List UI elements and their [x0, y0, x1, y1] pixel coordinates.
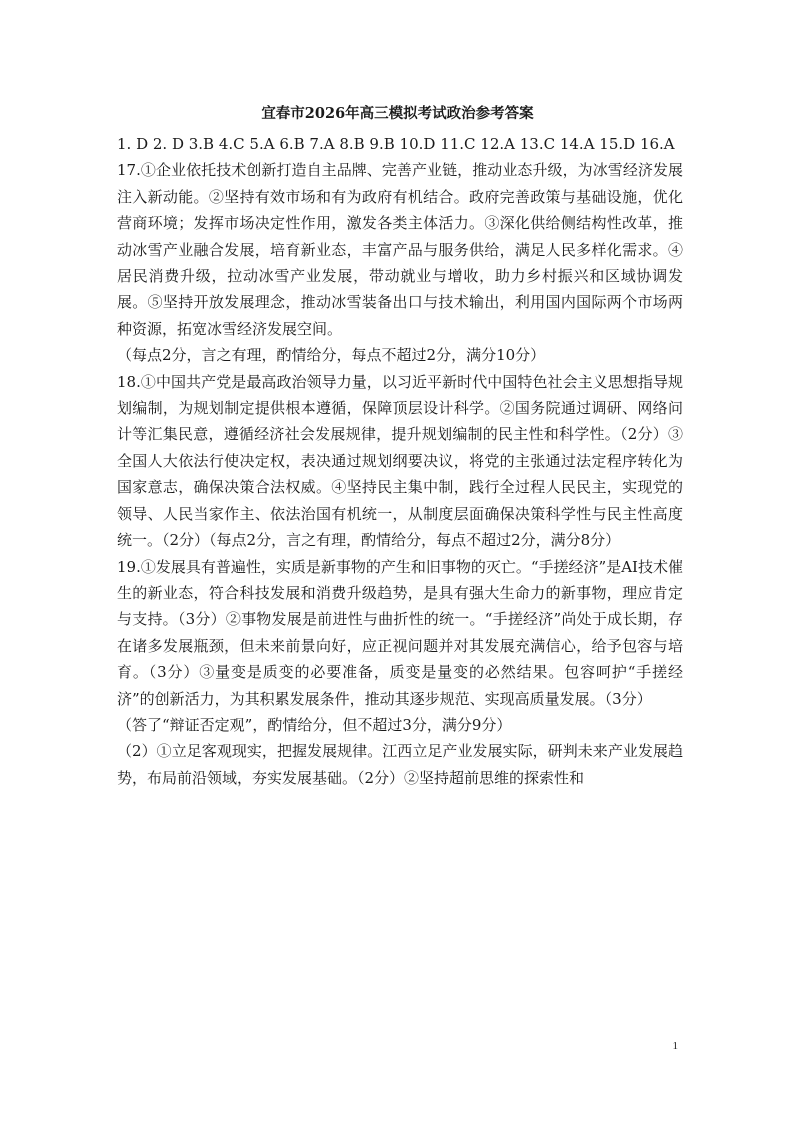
answer-19-part-1: 19.①发展具有普遍性，实质是新事物的产生和旧事物的灭亡。“手搓经济”是AI技术催生的新业态，符合科技发展和消费升级趋势，是具有强大生命力的新事物，理应肯定与支持。（3分）②事物发展是前进性与曲折性的统一。“手搓经济”尚处于成长期，存在诸多发展瓶颈，但未来前景向好，应正视问题并对其发展充满信心，给予包容与培育。（3分）③量变是质变的必要准备，质变是量变的必然结果。包容呵护“手搓经济”的创新活力，为其积累发展条件，推动其逐步规范、实现高质量发展。（3分）	[117, 557, 683, 708]
page-number: 1	[672, 1040, 678, 1052]
answer-18: 18.①中国共产党是最高政治领导力量，以习近平新时代中国特色社会主义思想指导规划编制，为规划制定提供根本遵循，保障顶层设计科学。②国务院通过调研、网络问计等汇集民意，遵循经济社会发展规律，提升规划编制的民主性和科学性。（2分）③全国人大依法行使决定权，表决通过规划纲要决议，将党的主张通过法定程序转化为国家意志，确保决策合法权威。④坚持民主集中制，践行全过程人民民主，实现党的领导、人民当家作主、依法治国有机统一，从制度层面确保决策科学性与民主性高度统一。（2分）（每点2分，言之有理，酌情给分，每点不超过2分，满分8分）	[117, 372, 683, 550]
answer-19-part-2: （2）①立足客观现实，把握发展规律。江西立足产业发展实际，研判未来产业发展趋势，布局前沿领域，夯实发展基础。（2分）②坚持超前思维的探索性和	[117, 742, 683, 787]
answer-choice-list: 1. D 2. D 3.B 4.C 5.A 6.B 7.A 8.B 9.B 10.D 11.C 12.A 13.C 14.A 15.D 16.A	[117, 135, 675, 153]
scoring-note-17: （每点2分，言之有理，酌情给分，每点不超过2分，满分10分）	[117, 346, 546, 365]
answer-17: 17.①企业依托技术创新打造自主品牌、完善产业链，推动业态升级，为冰雪经济发展注入新动能。②坚持有效市场和有为政府有机结合。政府完善政策与基础设施，优化营商环境；发挥市场决定性作用，激发各类主体活力。③深化供给侧结构性改革，推动冰雪产业融合发展，培育新业态，丰富产品与服务供给，满足人民多样化需求。④居民消费升级，拉动冰雪产业发展，带动就业与增收，助力乡村振兴和区域协调发展。⑤坚持开放发展理念，推动冰雪装备出口与技术输出，利用国内国际两个市场两种资源，拓宽冰雪经济发展空间。	[117, 161, 683, 338]
scoring-note-19: （答了“辩证否定观”，酌情给分，但不超过3分，满分9分）	[117, 715, 512, 734]
page-title: 宜春市2026年高三模拟考试政治参考答案	[261, 105, 534, 122]
answer-content	[117, 131, 683, 791]
